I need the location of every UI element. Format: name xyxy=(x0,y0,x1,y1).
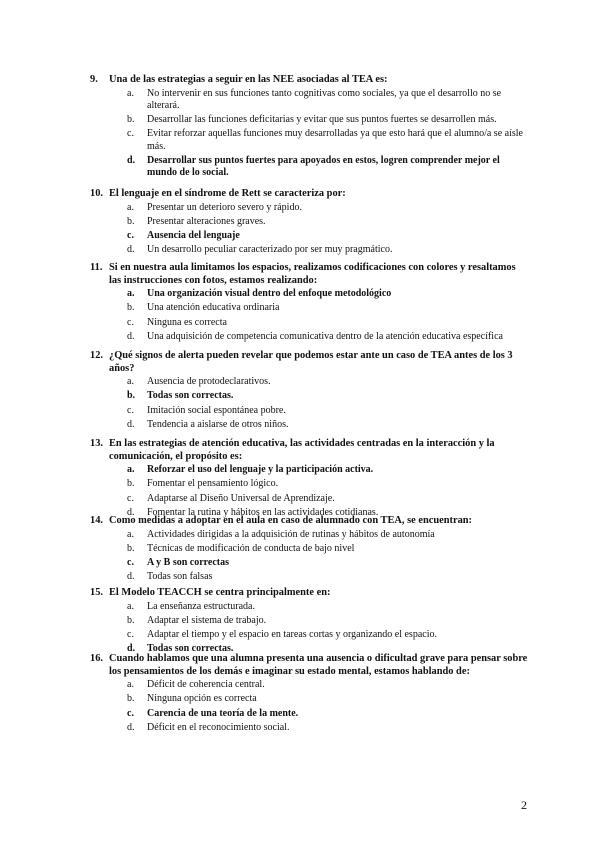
option-d xyxy=(90,571,530,583)
option-text: Déficit de coherencia central. xyxy=(147,679,265,690)
question-number: 14. xyxy=(90,515,103,526)
option-text: Todas son correctas. xyxy=(147,643,234,655)
option-text: Fomentar la rutina y hábitos en las actividades cotidianas. xyxy=(147,506,379,518)
option-letter: d. xyxy=(127,418,135,430)
option-b xyxy=(90,693,530,705)
option-text: Una atención educativa ordinaria xyxy=(147,302,280,314)
option-a xyxy=(90,601,530,613)
option-text: Evitar reforzar aquellas funciones muy desarrolladas ya que esto hará que el alumno/a se aísle más. xyxy=(147,128,523,152)
option-a xyxy=(90,376,530,388)
option-b xyxy=(90,302,530,314)
option-d-correct xyxy=(90,155,530,180)
question-15 xyxy=(90,587,530,658)
option-b xyxy=(90,615,530,627)
option-text: Imitación social espontánea pobre. xyxy=(147,404,286,416)
question-text: Cuando hablamos que una alumna presenta una ausencia o dificultad grave para pensar sobre los pensamientos de los demás e imaginar su estado mental, estamos hablando de: xyxy=(109,653,528,677)
option-c xyxy=(90,493,530,505)
option-d xyxy=(90,244,530,256)
option-text: La enseñanza estructurada. xyxy=(147,600,255,612)
option-letter: b. xyxy=(127,302,135,314)
option-c xyxy=(90,629,530,641)
option-text: Ausencia de protodeclarativos. xyxy=(147,376,271,387)
option-c xyxy=(90,317,530,329)
option-text: Presentar un deterioro severo y rápido. xyxy=(147,201,302,213)
option-b xyxy=(90,543,530,555)
option-d xyxy=(90,331,530,343)
option-letter: c. xyxy=(127,128,134,140)
option-text: Tendencia a aislarse de otros niños. xyxy=(147,418,289,430)
option-a xyxy=(90,529,530,541)
question-text: Una de las estrategias a seguir en las NEE asociadas al TEA es: xyxy=(109,74,388,85)
option-text: Un desarrollo peculiar caracterizado por ser muy pragmático. xyxy=(147,244,393,256)
option-letter: c. xyxy=(127,629,134,641)
option-letter: b. xyxy=(127,478,135,490)
question-number: 10. xyxy=(90,188,103,199)
option-letter: c. xyxy=(127,707,134,719)
option-text: Presentar alteraciones graves. xyxy=(147,215,266,227)
option-text: Ninguna opción es correcta xyxy=(147,693,257,705)
option-letter: a. xyxy=(127,288,135,299)
option-a-correct xyxy=(90,288,530,300)
option-text: Reforzar el uso del lenguaje y la participación activa. xyxy=(147,464,374,475)
question-16 xyxy=(90,653,530,736)
option-letter: a. xyxy=(127,528,134,540)
option-text: Carencia de una teoría de la mente. xyxy=(147,707,299,719)
question-13 xyxy=(90,438,530,521)
option-letter: c. xyxy=(127,316,134,328)
option-text: Todas son falsas xyxy=(147,571,213,583)
option-letter: d. xyxy=(127,571,135,583)
option-b xyxy=(90,114,530,126)
option-letter: d. xyxy=(127,154,136,166)
option-text: Fomentar el pensamiento lógico. xyxy=(147,478,279,490)
question-number: 13. xyxy=(90,438,103,449)
question-text: ¿Qué signos de alerta pueden revelar que podemos estar ante un caso de TEA antes de los 3 años? xyxy=(109,350,513,374)
option-c xyxy=(90,405,530,417)
option-c xyxy=(90,128,530,153)
page-number: 2 xyxy=(521,798,527,812)
question-text: El lenguaje en el síndrome de Rett se caracteriza por: xyxy=(109,188,346,199)
option-letter: b. xyxy=(127,542,135,554)
option-letter: b. xyxy=(127,614,135,626)
option-text: Técnicas de modificación de conducta de bajo nivel xyxy=(147,542,355,554)
option-letter: d. xyxy=(127,721,135,733)
question-number: 15. xyxy=(90,587,103,598)
option-letter: b. xyxy=(127,390,136,402)
option-text: Déficit en el reconocimiento social. xyxy=(147,721,290,733)
option-c-correct xyxy=(90,230,530,242)
option-letter: d. xyxy=(127,244,135,256)
question-number: 16. xyxy=(90,653,103,664)
question-12 xyxy=(90,350,530,433)
question-text: El Modelo TEACCH se centra principalmente en: xyxy=(109,587,331,598)
option-letter: c. xyxy=(127,230,134,242)
question-text: Si en nuestra aula limitamos los espacios, realizamos codificaciones con colores y resaltamos las instrucciones con fotos, estamos realizando: xyxy=(109,262,516,286)
option-a xyxy=(90,679,530,691)
option-text: Adaptarse al Diseño Universal de Aprendizaje. xyxy=(147,492,335,504)
option-text: Adaptar el sistema de trabajo. xyxy=(147,614,267,626)
option-d xyxy=(90,419,530,431)
option-a xyxy=(90,88,530,113)
option-text: No intervenir en sus funciones tanto cognitivas como sociales, ya que el desarrollo no se alterará. xyxy=(147,87,502,111)
option-letter: b. xyxy=(127,114,135,126)
option-c-correct xyxy=(90,708,530,720)
option-b xyxy=(90,216,530,228)
option-letter: b. xyxy=(127,215,135,227)
question-number: 9. xyxy=(90,74,98,85)
option-letter: d. xyxy=(127,330,135,342)
option-letter: d. xyxy=(127,643,136,655)
question-14 xyxy=(90,515,530,586)
question-text: En las estrategias de atención educativa, las actividades centradas en la interacción y la comunicación, el propósito es: xyxy=(109,438,495,462)
option-letter: a. xyxy=(127,464,135,475)
option-letter: a. xyxy=(127,201,134,213)
option-b xyxy=(90,478,530,490)
option-text: Actividades dirigidas a la adquisición de rutinas y hábitos de autonomía xyxy=(147,528,435,540)
option-letter: a. xyxy=(127,600,134,612)
option-letter: c. xyxy=(127,404,134,416)
option-letter: a. xyxy=(127,87,134,99)
option-letter: a. xyxy=(127,376,134,387)
option-d xyxy=(90,722,530,734)
option-letter: d. xyxy=(127,506,135,518)
option-a-correct xyxy=(90,464,530,476)
option-letter: c. xyxy=(127,492,134,504)
option-text: Adaptar el tiempo y el espacio en tareas cortas y organizando el espacio. xyxy=(147,629,437,641)
question-11 xyxy=(90,262,530,345)
option-a xyxy=(90,202,530,214)
option-text: Ausencia del lenguaje xyxy=(147,230,240,242)
option-c-correct xyxy=(90,557,530,569)
option-text: A y B son correctas xyxy=(147,557,230,569)
question-10 xyxy=(90,188,530,259)
question-number: 11. xyxy=(90,262,103,273)
option-b-correct xyxy=(90,390,530,402)
option-text: Desarrollar las funciones deficitarias y evitar que sus puntos fuertes se desarrollen más. xyxy=(147,114,497,126)
option-text: Una adquisición de competencia comunicativa dentro de la atención educativa específica xyxy=(147,330,503,342)
question-text: Como medidas a adoptar en el aula en caso de alumnado con TEA, se encuentran: xyxy=(109,515,473,526)
question-9 xyxy=(90,74,530,182)
option-text: Todas son correctas. xyxy=(147,390,234,402)
option-text: Una organización visual dentro del enfoque metodológico xyxy=(147,288,392,299)
option-letter: a. xyxy=(127,679,134,690)
question-number: 12. xyxy=(90,350,103,361)
option-text: Desarrollar sus puntos fuertes para apoyados en estos, logren comprender mejor el mundo de lo social. xyxy=(147,154,500,179)
option-text: Ninguna es correcta xyxy=(147,316,227,328)
option-letter: b. xyxy=(127,693,135,705)
option-letter: c. xyxy=(127,557,134,569)
